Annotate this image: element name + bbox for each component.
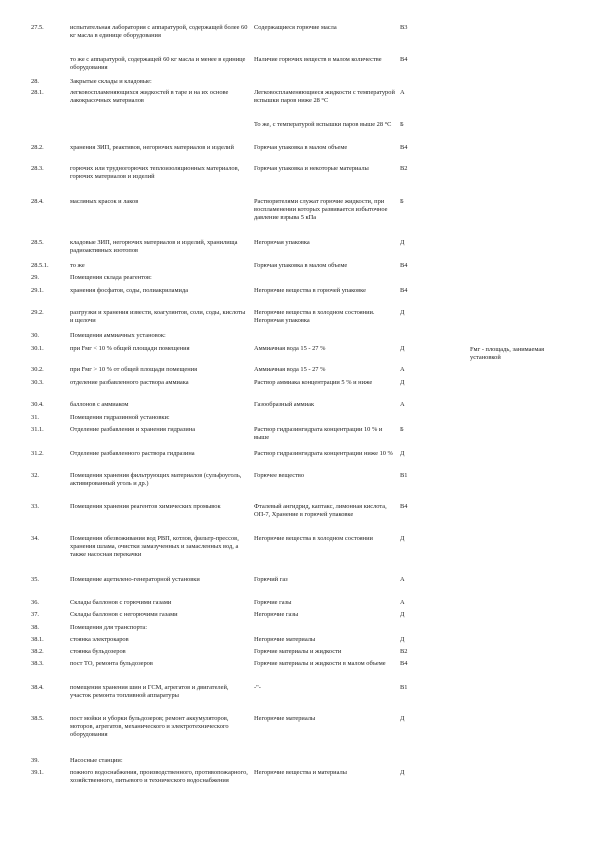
row-number: 30.1. <box>31 345 44 352</box>
category-label: В2 <box>400 648 408 655</box>
substance-description: Горючее вещество <box>254 472 305 479</box>
room-name: Помещения обезвоживания вод РВП, котлов, фильтр-прессов, хранения шлама, очистки замазученных и замасленных вод, а также насосная перекачки <box>70 535 239 559</box>
substance-description: Негорючие вещества в горючей упаковке <box>254 287 366 294</box>
substance-description: Негорючие материалы <box>254 715 316 722</box>
room-name: горючих или трудногорючих теплоизоляционных материалов, горючих материалов и изделий <box>70 165 240 181</box>
room-name: Помещения для транспорта: <box>70 624 148 631</box>
category-label: Б <box>400 198 404 205</box>
room-name: Помещения хранения реагентов химических промывок <box>70 503 221 510</box>
room-name: то же <box>70 262 85 269</box>
row-number: 37. <box>31 611 39 618</box>
substance-description: Аммиачная вода 15 - 27 % <box>254 345 326 352</box>
substance-description: Растворителями служат горючие жидкости, при воспламенении которых развивается избыточное давление взрыва 5 кПа <box>254 198 388 222</box>
substance-description: Легковоспламеняющиеся жидкости с температурой вспышки паров ниже 28 °С <box>254 89 395 105</box>
room-name: Отделение разбавления и хранения гидразина <box>70 426 196 433</box>
category-label: В4 <box>400 56 408 63</box>
category-label: Б <box>400 121 404 128</box>
room-name: при Fмг < 10 % общей площади помещения <box>70 345 190 352</box>
substance-description: Негорючие вещества и материалы <box>254 769 347 776</box>
row-number: 28.2. <box>31 144 44 151</box>
room-name: кладовые ЗИП, негорючих материалов и изделий, хранилища радиоактивных изотопов <box>70 239 238 255</box>
room-name: при Fмг > 10 % от общей площади помещения <box>70 366 198 373</box>
category-label: А <box>400 366 405 373</box>
room-name: Насосные станции: <box>70 757 123 764</box>
row-number: 28.4. <box>31 198 44 205</box>
row-number: 28.5. <box>31 239 44 246</box>
category-label: Д <box>400 636 405 643</box>
substance-description: Негорючие вещества в холодном состоянии <box>254 535 373 542</box>
room-name: масляных красок и лаков <box>70 198 139 205</box>
substance-description: Раствор гидразингидрата концентрации ниже 10 % <box>254 450 393 457</box>
row-number: 35. <box>31 576 39 583</box>
category-label: Б <box>400 426 404 433</box>
substance-description: Негорючие газы <box>254 611 299 618</box>
room-name: баллонов с аммиаком <box>70 401 129 408</box>
row-number: 38. <box>31 624 39 631</box>
category-label: Д <box>400 345 405 352</box>
substance-description: -"- <box>254 684 261 691</box>
row-number: 28.3. <box>31 165 44 172</box>
category-label: Д <box>400 769 405 776</box>
substance-description: Фталевый ангидрид, каптакс, лимонная кислота, ОП-7, Хранение в горючей упаковке <box>254 503 387 519</box>
substance-description: Раствор гидразингидрата концентрации 10 % и выше <box>254 426 383 442</box>
category-label: Д <box>400 379 405 386</box>
row-number: 28.5.1. <box>31 262 49 269</box>
row-number: 31. <box>31 414 39 421</box>
room-name: разгрузки и хранения извести, коагулянтов, соли, соды, кислоты и щелочи <box>70 309 246 325</box>
category-label: Д <box>400 450 405 457</box>
substance-description: Аммиачная вода 15 - 27 % <box>254 366 326 373</box>
row-number: 32. <box>31 472 39 479</box>
substance-description: Раствор аммиака концентрации 5 % и ниже <box>254 379 373 386</box>
row-number: 38.4. <box>31 684 44 691</box>
category-label: В1 <box>400 684 408 691</box>
substance-description: Горючие газы <box>254 599 292 606</box>
category-label: Д <box>400 239 405 246</box>
room-name: хранения фосфатов, соды, полиакриламида <box>70 287 189 294</box>
category-label: А <box>400 401 405 408</box>
row-number: 39.1. <box>31 769 44 776</box>
category-label: Д <box>400 611 405 618</box>
room-name: испытательная лаборатория с аппаратурой, содержащей более 60 кг масла в единице оборудования <box>70 24 248 40</box>
row-number: 39. <box>31 757 39 764</box>
category-label: А <box>400 576 405 583</box>
room-name: Помещения гидразинной установки: <box>70 414 170 421</box>
room-name: стоянка бульдозеров <box>70 648 126 655</box>
substance-description: Негорючие вещества в холодном состоянии. Негорючая упаковка <box>254 309 375 325</box>
side-note: Fмг - площадь, занимаемая установкой <box>470 346 545 362</box>
row-number: 28.1. <box>31 89 44 96</box>
room-name: пост ТО, ремонта бульдозеров <box>70 660 153 667</box>
room-name: Отделение разбавленного раствора гидразина <box>70 450 195 457</box>
row-number: 30. <box>31 332 39 339</box>
room-name: стоянка электрокаров <box>70 636 129 643</box>
row-number: 27.5. <box>31 24 44 31</box>
substance-description: Горючие материалы и жидкости в малом объеме <box>254 660 386 667</box>
substance-description: Горючие материалы и жидкости <box>254 648 342 655</box>
substance-description: Горючая упаковка и некоторые материалы <box>254 165 369 172</box>
row-number: 30.4. <box>31 401 44 408</box>
room-name: Склады баллонов с негорючими газами <box>70 611 178 618</box>
category-label: Д <box>400 309 405 316</box>
substance-description: То же, с температурой вспышки паров выше 28 °С <box>254 121 392 128</box>
row-number: 31.2. <box>31 450 44 457</box>
row-number: 29.1. <box>31 287 44 294</box>
substance-description: Газообразный аммиак <box>254 401 315 408</box>
category-label: В4 <box>400 503 408 510</box>
category-label: А <box>400 599 405 606</box>
room-name: пожного водоснабжения, производственного, противопожарного, хозяйственного, питьевого и технического водоснабжения <box>70 769 248 785</box>
row-number: 30.2. <box>31 366 44 373</box>
substance-description: Горючий газ <box>254 576 288 583</box>
row-number: 38.1. <box>31 636 44 643</box>
substance-description: Наличие горючих веществ в малом количестве <box>254 56 382 63</box>
room-name: Помещение ацетилено-генераторной установки <box>70 576 200 583</box>
row-number: 29.2. <box>31 309 44 316</box>
substance-description: Горючая упаковка в малом объеме <box>254 262 348 269</box>
row-number: 30.3. <box>31 379 44 386</box>
category-label: А <box>400 89 405 96</box>
category-label: В4 <box>400 262 408 269</box>
category-label: В2 <box>400 165 408 172</box>
category-label: В1 <box>400 472 408 479</box>
substance-description: Негорючие материалы <box>254 636 316 643</box>
row-number: 38.5. <box>31 715 44 722</box>
category-label: В4 <box>400 144 408 151</box>
category-label: Д <box>400 715 405 722</box>
room-name: помещения хранения шин и ГСМ, агрегатов и двигателей, участок ремонта топливной аппаратуры <box>70 684 229 700</box>
room-name: то же с аппаратурой, содержащей 60 кг масла и менее в единице оборудования <box>70 56 246 72</box>
room-name: Закрытые склады и кладовые: <box>70 78 152 85</box>
category-label: В4 <box>400 287 408 294</box>
room-name: Помещения аммиачных установок: <box>70 332 166 339</box>
substance-description: Содержащиеся горючие масла <box>254 24 337 31</box>
room-name: отделение разбавленного раствора аммиака <box>70 379 189 386</box>
substance-description: Горючая упаковка в малом объеме <box>254 144 348 151</box>
category-label: Д <box>400 535 405 542</box>
row-number: 28. <box>31 78 39 85</box>
row-number: 29. <box>31 274 39 281</box>
row-number: 31.1. <box>31 426 44 433</box>
category-label: В3 <box>400 24 408 31</box>
row-number: 36. <box>31 599 39 606</box>
row-number: 34. <box>31 535 39 542</box>
row-number: 38.2. <box>31 648 44 655</box>
row-number: 38.3. <box>31 660 44 667</box>
room-name: пост мойки и уборки бульдозеров; ремонт аккумуляторов, моторов, агрегатов, механического и электротехнического оборудования <box>70 715 229 739</box>
room-name: Склады баллонов с горючими газами <box>70 599 172 606</box>
room-name: легковоспламеняющихся жидкостей в таре и на их основе лакокрасочных материалов <box>70 89 229 105</box>
row-number: 33. <box>31 503 39 510</box>
room-name: Помещения хранения фильтрующих материалов (сульфоуголь, активированный уголь и др.) <box>70 472 242 488</box>
substance-description: Негорючая упаковка <box>254 239 310 246</box>
room-name: Помещения склада реагентов: <box>70 274 152 281</box>
room-name: хранения ЗИП, реактивов, негорючих материалов и изделий <box>70 144 234 151</box>
category-label: В4 <box>400 660 408 667</box>
